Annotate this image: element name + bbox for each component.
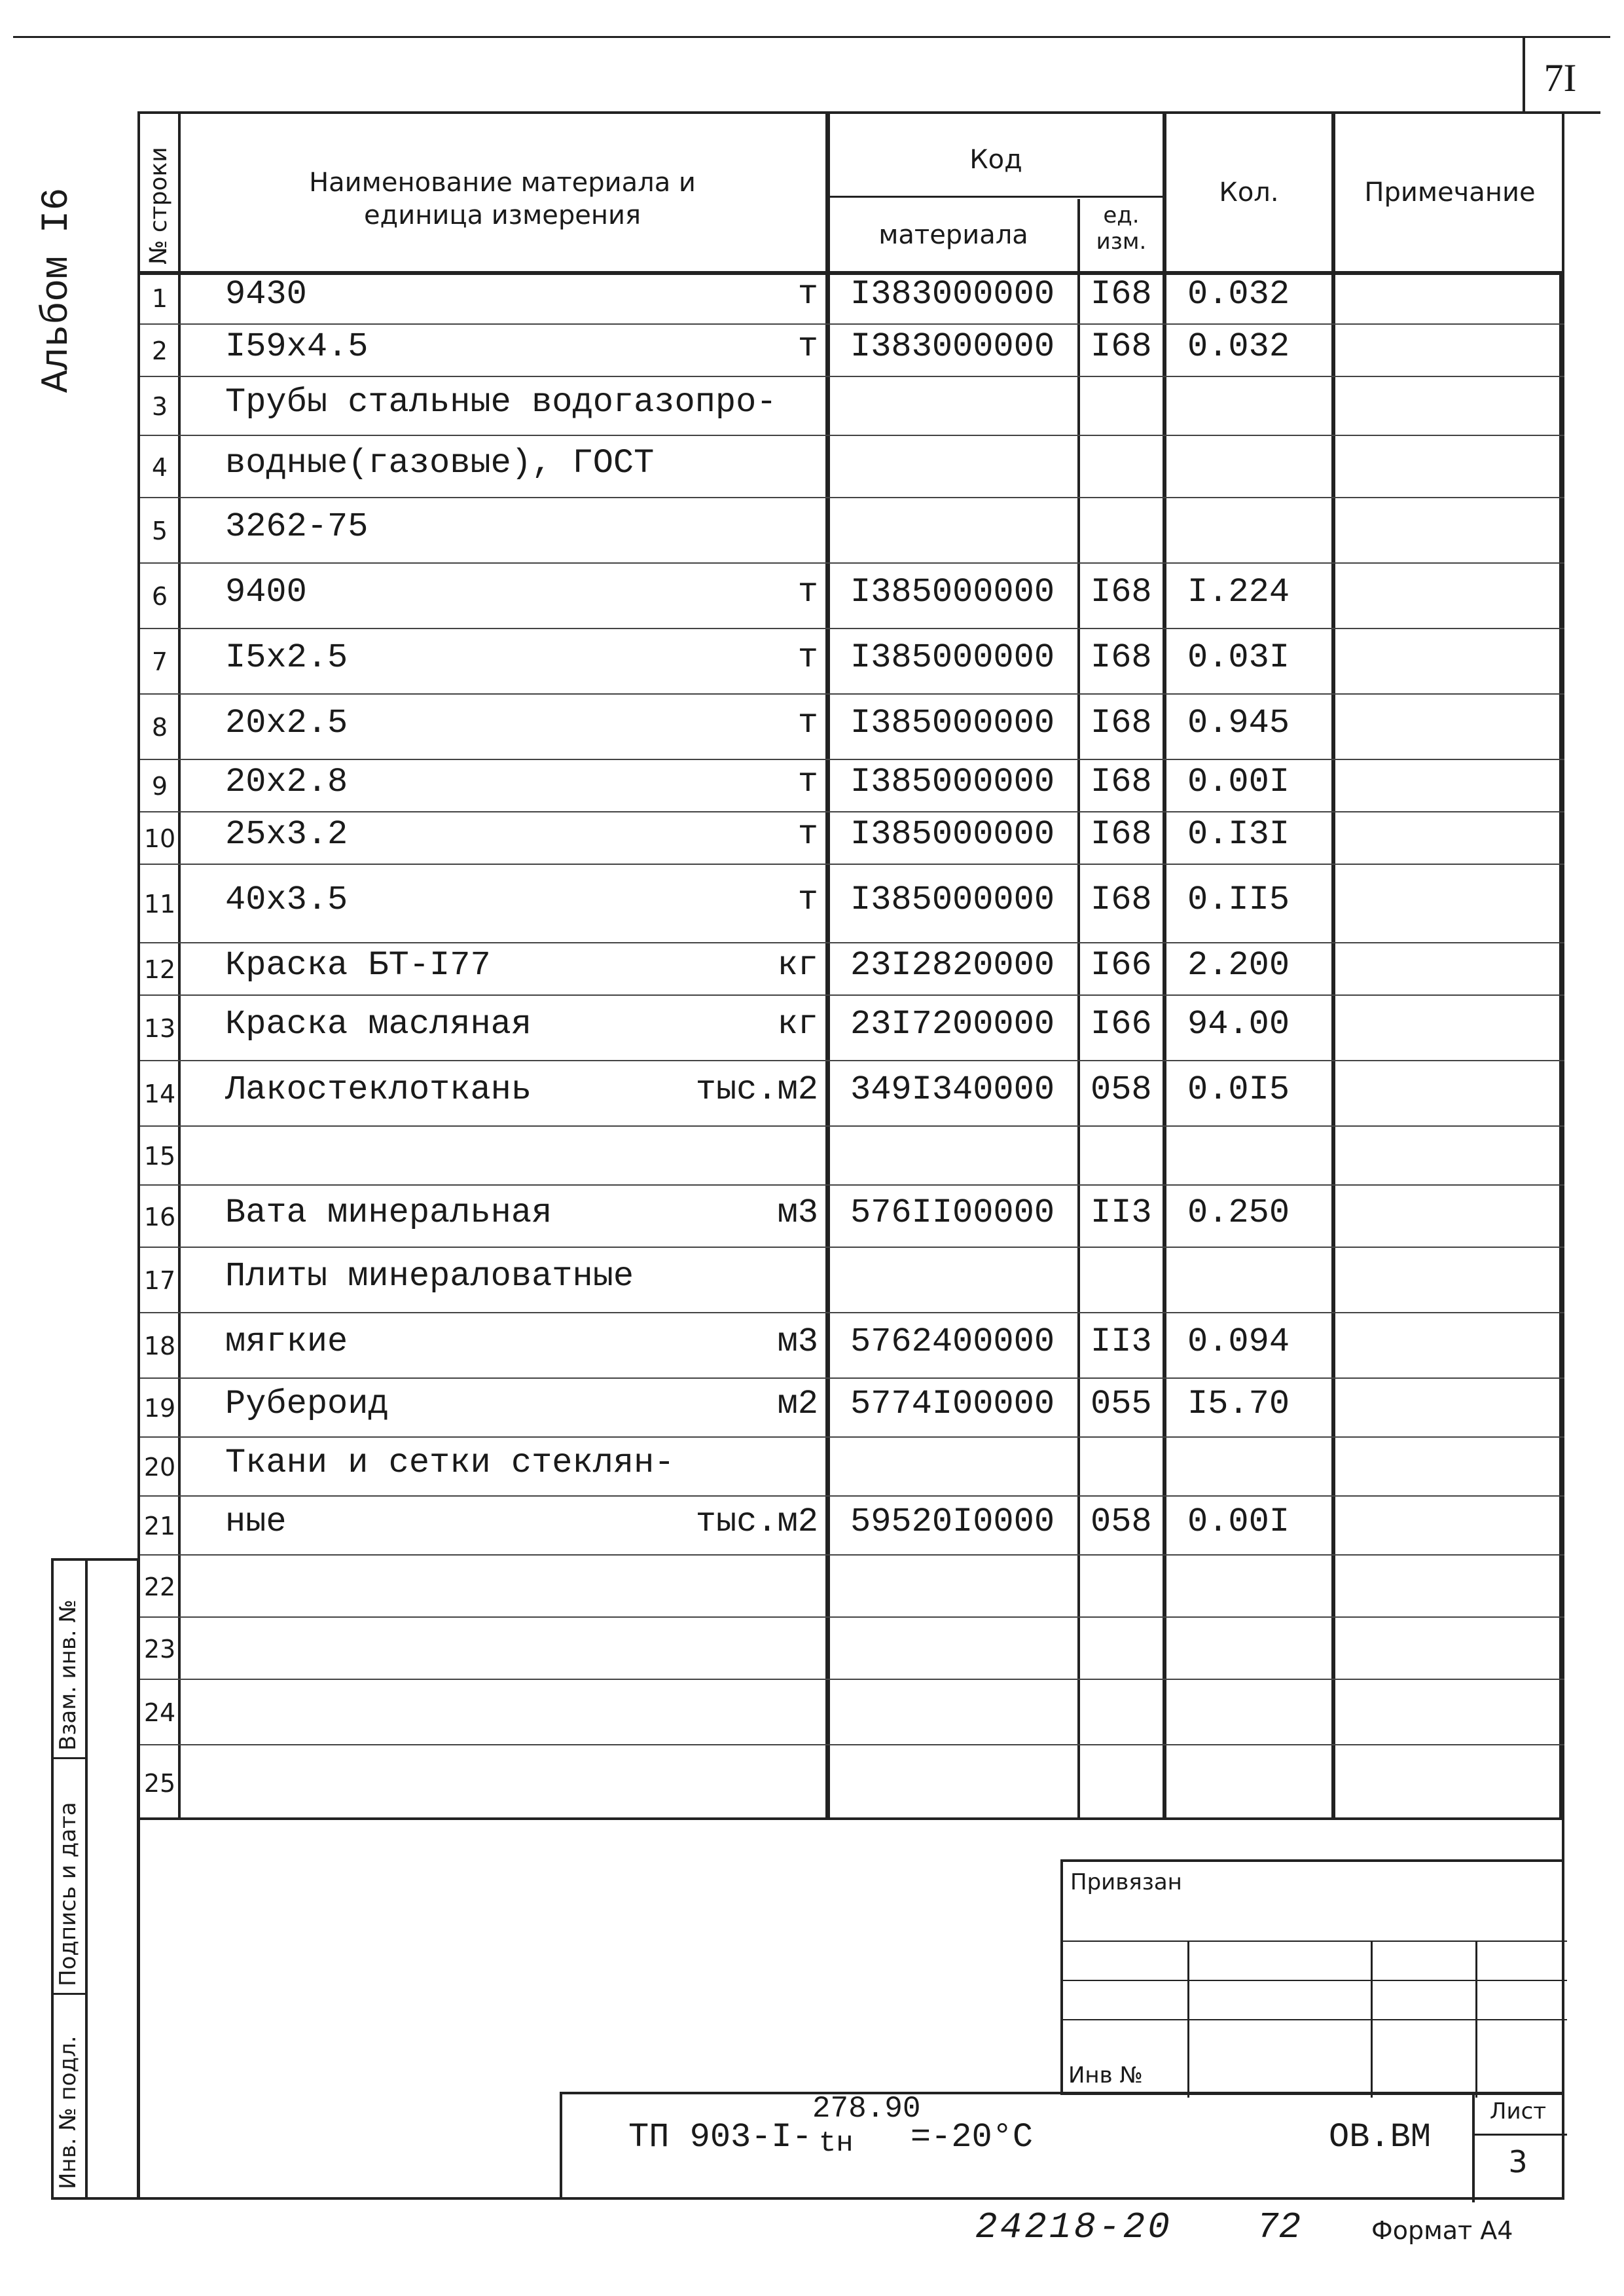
material-code: 23I2820000: [850, 946, 1055, 985]
doc-prefix: ТП 903-I-: [628, 2118, 812, 2157]
quantity: 0.250: [1187, 1193, 1290, 1232]
sheet-label: Лист: [1489, 2098, 1547, 2124]
bound-line-1: [1063, 1941, 1567, 1942]
row-number: 18: [143, 1332, 176, 1360]
table-row: [140, 1679, 1564, 1744]
material-name: I59x4.5: [225, 327, 369, 366]
sheet-value: 3: [1508, 2144, 1528, 2179]
row-number: 10: [143, 824, 176, 853]
row-number: 24: [143, 1698, 176, 1727]
table-row: [140, 497, 1564, 562]
unit: т: [797, 881, 818, 919]
table-row: [140, 942, 1564, 994]
unit: м3: [777, 1322, 818, 1361]
table-row: [140, 693, 1564, 759]
unit: м2: [777, 1385, 818, 1423]
side-stamp-strip: [51, 1558, 139, 2200]
sheet-number: 7I: [1543, 56, 1577, 100]
material-name: 3262-75: [225, 507, 369, 546]
unit-code: I66: [1091, 1005, 1152, 1044]
table-row: [140, 1184, 1564, 1247]
quantity: 0.945: [1187, 704, 1290, 742]
table-row: [140, 759, 1564, 811]
material-code: I383000000: [850, 327, 1055, 366]
unit: т: [797, 327, 818, 366]
unit: т: [797, 763, 818, 801]
table-row: [140, 1377, 1564, 1436]
material-name: ные: [225, 1503, 287, 1541]
quantity: 0.I3I: [1187, 815, 1290, 854]
unit: тыс.м2: [695, 1503, 818, 1541]
material-name: Трубы стальные водогазопро-: [225, 383, 777, 422]
side-strip-divider: [85, 1561, 88, 2199]
row-number: 11: [143, 890, 176, 919]
row-number: 8: [151, 713, 168, 742]
header-qty: Кол.: [1219, 177, 1279, 208]
row-number: 19: [143, 1394, 176, 1423]
header-name-line1: Наименование материала и: [309, 168, 696, 198]
quantity: 0.0I5: [1187, 1070, 1290, 1109]
top-rule: [13, 36, 1610, 38]
table-row: [140, 271, 1564, 323]
side-inv-replace: Взам. инв. №: [55, 1599, 81, 1751]
material-name: Краска масляная: [225, 1005, 532, 1044]
table-row: [140, 628, 1564, 693]
table-row: [140, 1247, 1564, 1312]
material-code: I385000000: [850, 763, 1055, 801]
bound-line-2: [1063, 1980, 1567, 1981]
material-name: I5x2.5: [225, 638, 348, 677]
material-code: I385000000: [850, 704, 1055, 742]
unit-code: I68: [1091, 573, 1152, 611]
quantity: 0.00I: [1187, 763, 1290, 801]
unit-code: 055: [1091, 1385, 1152, 1423]
doc-code: [628, 2092, 1034, 2160]
row-number: 2: [151, 337, 168, 365]
row-number: 12: [143, 955, 176, 984]
material-code: I385000000: [850, 638, 1055, 677]
unit-code: I68: [1091, 815, 1152, 854]
unit: т: [797, 638, 818, 677]
unit: т: [797, 275, 818, 314]
doc-sup: 278.90: [812, 2092, 921, 2126]
unit-code: I68: [1091, 763, 1152, 801]
unit-code: I68: [1091, 327, 1152, 366]
quantity: 2.200: [1187, 946, 1290, 985]
side-strip-sep-1: [54, 1757, 86, 1759]
row-number: 4: [151, 452, 168, 482]
material-code: 576II00000: [850, 1193, 1055, 1232]
material-name: 20x2.8: [225, 763, 348, 801]
row-number: 16: [143, 1202, 176, 1231]
material-name: 9430: [225, 275, 307, 314]
material-code: 5762400000: [850, 1322, 1055, 1361]
material-code: I385000000: [850, 881, 1055, 919]
material-code: 349I340000: [850, 1070, 1055, 1109]
table-row: [140, 435, 1564, 497]
unit-code: 058: [1091, 1503, 1152, 1541]
row-number: 5: [151, 517, 168, 545]
material-code: 59520I0000: [850, 1503, 1055, 1541]
row-number: 23: [143, 1634, 176, 1664]
table-row: [140, 1616, 1564, 1679]
material-name: водные(газовые), ГОСТ: [225, 443, 655, 483]
material-name: Краска БТ-I77: [225, 946, 491, 985]
row-number: 6: [151, 582, 168, 611]
doc-sub: tн: [818, 2127, 854, 2160]
unit-code: II3: [1091, 1322, 1152, 1361]
quantity: 94.00: [1187, 1005, 1290, 1044]
material-code: 23I7200000: [850, 1005, 1055, 1044]
table-row: [140, 994, 1564, 1060]
row-number: 9: [151, 772, 168, 801]
quantity: I5.70: [1187, 1385, 1290, 1423]
row-number: 14: [143, 1080, 176, 1108]
material-name: Рубероид: [225, 1385, 389, 1423]
quantity: 0.00I: [1187, 1503, 1290, 1541]
row-number: 1: [151, 284, 168, 313]
format-label: Формат А4: [1371, 2216, 1513, 2245]
material-code: I383000000: [850, 275, 1055, 314]
row-number: 3: [151, 392, 168, 421]
sheet-row-line: [1472, 2134, 1567, 2136]
header-unit-1: ед.: [1103, 202, 1140, 228]
header-subline: [825, 196, 1164, 198]
quantity: I.224: [1187, 573, 1290, 611]
unit: кг: [777, 946, 818, 985]
material-name: Лакостеклоткань: [225, 1070, 532, 1109]
bound-col-3: [1475, 1941, 1477, 2098]
bound-col-1: [1187, 1941, 1189, 2098]
unit: тыс.м2: [695, 1070, 818, 1109]
header-unit-2: изм.: [1096, 228, 1147, 255]
inv-no-label: Инв №: [1068, 2062, 1143, 2088]
side-strip-sep-2: [54, 1993, 86, 1995]
row-number: 13: [143, 1014, 176, 1043]
materials-table: [137, 111, 1564, 1820]
unit-code: I66: [1091, 946, 1152, 985]
row-number: 17: [143, 1266, 176, 1295]
unit-code: 058: [1091, 1070, 1152, 1109]
header-code: Код: [969, 145, 1022, 175]
row-number: 20: [143, 1453, 176, 1482]
unit: т: [797, 704, 818, 742]
side-sign-date: Подпись и дата: [55, 1802, 81, 1986]
material-name: мягкие: [225, 1322, 348, 1361]
quantity: 0.032: [1187, 327, 1290, 366]
bound-label: Привязан: [1070, 1869, 1182, 1895]
material-name: 40x3.5: [225, 881, 348, 919]
unit-code: II3: [1091, 1193, 1152, 1232]
table-row: [140, 1744, 1564, 1819]
table-row: [140, 1436, 1564, 1495]
doc-discipline: ОВ.ВМ: [1329, 2118, 1432, 2157]
material-code: I385000000: [850, 573, 1055, 611]
material-code: I385000000: [850, 815, 1055, 854]
handwritten-page: 72: [1257, 2206, 1301, 2248]
row-number: 22: [143, 1572, 176, 1601]
header-row-no: № строки: [145, 147, 172, 264]
quantity: 0.03I: [1187, 638, 1290, 677]
header-material: материала: [878, 220, 1028, 250]
doc-suffix: =-20°C: [910, 2118, 1034, 2157]
header-name-line2: единица измерения: [363, 200, 641, 230]
unit: т: [797, 815, 818, 854]
row-number: 21: [143, 1512, 176, 1540]
unit: т: [797, 573, 818, 611]
table-row: [140, 1495, 1564, 1554]
material-name: 9400: [225, 573, 307, 611]
unit-code: I68: [1091, 638, 1152, 677]
unit: м3: [777, 1193, 818, 1232]
material-code: 5774I00000: [850, 1385, 1055, 1423]
material-name: 20x2.5: [225, 704, 348, 742]
table-row: [140, 323, 1564, 376]
table-row: [140, 811, 1564, 864]
table-row: [140, 1125, 1564, 1184]
handwritten-number: 24218-20: [975, 2206, 1172, 2248]
table-row: [140, 864, 1564, 942]
header-note: Примечание: [1364, 177, 1536, 208]
unit-code: I68: [1091, 275, 1152, 314]
bound-line-3: [1063, 2019, 1567, 2020]
material-name: Плиты минераловатные: [225, 1257, 634, 1296]
unit-code: I68: [1091, 881, 1152, 919]
material-name: Ткани и сетки стеклян-: [225, 1444, 675, 1482]
unit: кг: [777, 1005, 818, 1044]
material-name: 25x3.2: [225, 815, 348, 854]
quantity: 0.032: [1187, 275, 1290, 314]
table-row: [140, 376, 1564, 435]
material-name: Вата минеральная: [225, 1193, 552, 1232]
side-inv-orig: Инв. № подл.: [55, 2035, 81, 2189]
table-row: [140, 562, 1564, 628]
table-row: [140, 1312, 1564, 1377]
quantity: 0.094: [1187, 1322, 1290, 1361]
bound-col-2: [1371, 1941, 1373, 2098]
quantity: 0.II5: [1187, 881, 1290, 919]
table-row: [140, 1554, 1564, 1616]
row-number: 25: [143, 1768, 176, 1798]
album-label: Альбом I6: [36, 187, 79, 393]
row-number: 15: [143, 1142, 176, 1171]
row-number: 7: [151, 647, 168, 676]
table-row: [140, 1060, 1564, 1125]
unit-code: I68: [1091, 704, 1152, 742]
